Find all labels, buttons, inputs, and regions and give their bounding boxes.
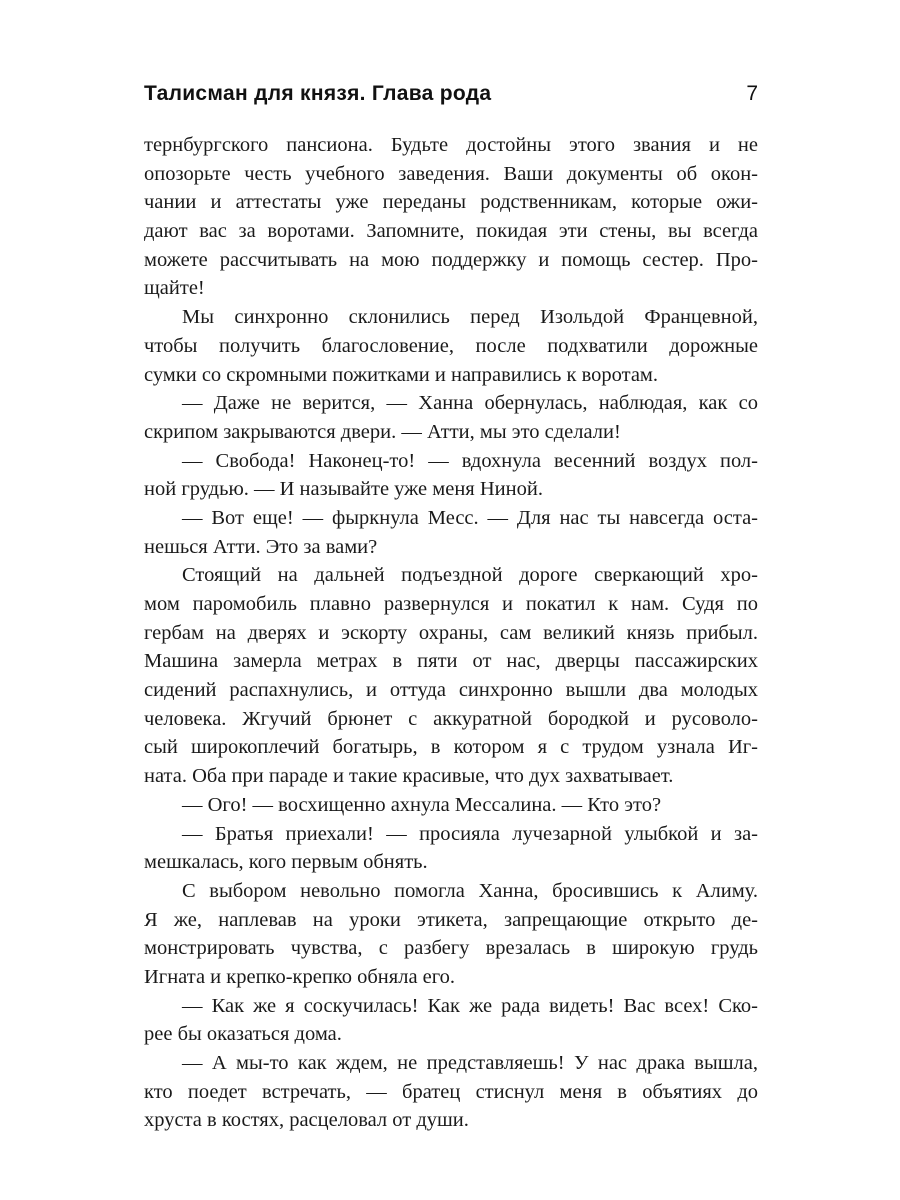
page-number: 7: [746, 82, 758, 105]
text-line: человека. Жгучий брюнет с аккуратной бородкой и русоволо-: [144, 707, 758, 730]
text-line: ната. Оба при параде и такие красивые, что дух захватывает.: [144, 765, 674, 788]
text-line: рее бы оказаться дома.: [144, 1023, 342, 1046]
text-line: Машина замерла метрах в пяти от нас, дверцы пассажирских: [144, 650, 758, 673]
text-line: сый широкоплечий богатырь, в котором я с трудом узнала Иг-: [144, 736, 758, 759]
chapter-title: Талисман для князя. Глава рода: [144, 82, 492, 105]
text-line: Игната и крепко-крепко обняла его.: [144, 965, 456, 988]
text-line: мом паромобиль плавно развернулся и покатил к нам. Судя по: [144, 593, 758, 615]
text-line: ной грудью. — И называйте уже меня Ниной.: [144, 478, 543, 501]
text-line: — Братья приехали! — просияла лучезарной улыбкой и за-: [182, 822, 758, 845]
text-line: Мы синхронно склонились перед Изольдой Францевной,: [182, 306, 758, 329]
text-line: — Как же я соскучилась! Как же рада видеть! Вас всех! Ско-: [182, 994, 758, 1017]
text-line: сидений распахнулись, и оттуда синхронно вышли два молодых: [144, 679, 758, 702]
text-line: дают вас за воротами. Запомните, покидая эти стены, вы всегда: [144, 220, 758, 243]
text-line: — А мы-то как ждем, не представляешь! У нас драка вышла,: [182, 1052, 758, 1074]
text-line: — Вот еще! — фыркнула Месс. — Для нас ты навсегда оста-: [182, 506, 758, 529]
text-line: мешкалась, кого первым обнять.: [144, 851, 428, 874]
text-line: кто поедет встречать, — братец стиснул меня в объятиях до: [144, 1080, 758, 1103]
text-line: — Ого! — восхищенно ахнула Мессалина. — Кто это?: [182, 793, 662, 816]
running-header: [144, 82, 758, 114]
text-line: Стоящий на дальней подъездной дороге сверкающий хро-: [182, 564, 758, 587]
text-line: монстрировать чувства, с разбегу врезалась в широкую грудь: [144, 937, 758, 960]
text-line: можете рассчитывать на мою поддержку и помощь сестер. Про-: [144, 248, 758, 271]
text-line: хруста в костях, расцеловал от души.: [144, 1109, 469, 1132]
text-line: скрипом закрываются двери. — Атти, мы это сделали!: [144, 420, 621, 443]
text-line: — Свобода! Наконец-то! — вдохнула весенний воздух пол-: [182, 449, 758, 472]
text-line: тернбургского пансиона. Будьте достойны этого звания и не: [144, 134, 758, 156]
text-line: гербам на дверях и эскорту охраны, сам великий князь прибыл.: [144, 621, 758, 644]
text-line: чании и аттестаты уже переданы родственникам, которые ожи-: [144, 191, 758, 214]
text-line: сумки со скромными пожитками и направились к воротам.: [144, 363, 659, 386]
text-line: щайте!: [144, 277, 205, 300]
text-line: Я же, наплевав на уроки этикета, запрещающие открыто де-: [144, 908, 758, 931]
text-line: чтобы получить благословение, после подхватили дорожные: [144, 334, 758, 357]
text-line: опозорьте честь учебного заведения. Ваши документы об окон-: [144, 162, 758, 185]
body-text: [144, 131, 758, 1135]
text-line: С выбором невольно помогла Ханна, бросившись к Алиму.: [182, 879, 758, 902]
text-line: — Даже не верится, — Ханна обернулась, наблюдая, как со: [182, 392, 758, 415]
text-line: нешься Атти. Это за вами?: [144, 535, 378, 558]
